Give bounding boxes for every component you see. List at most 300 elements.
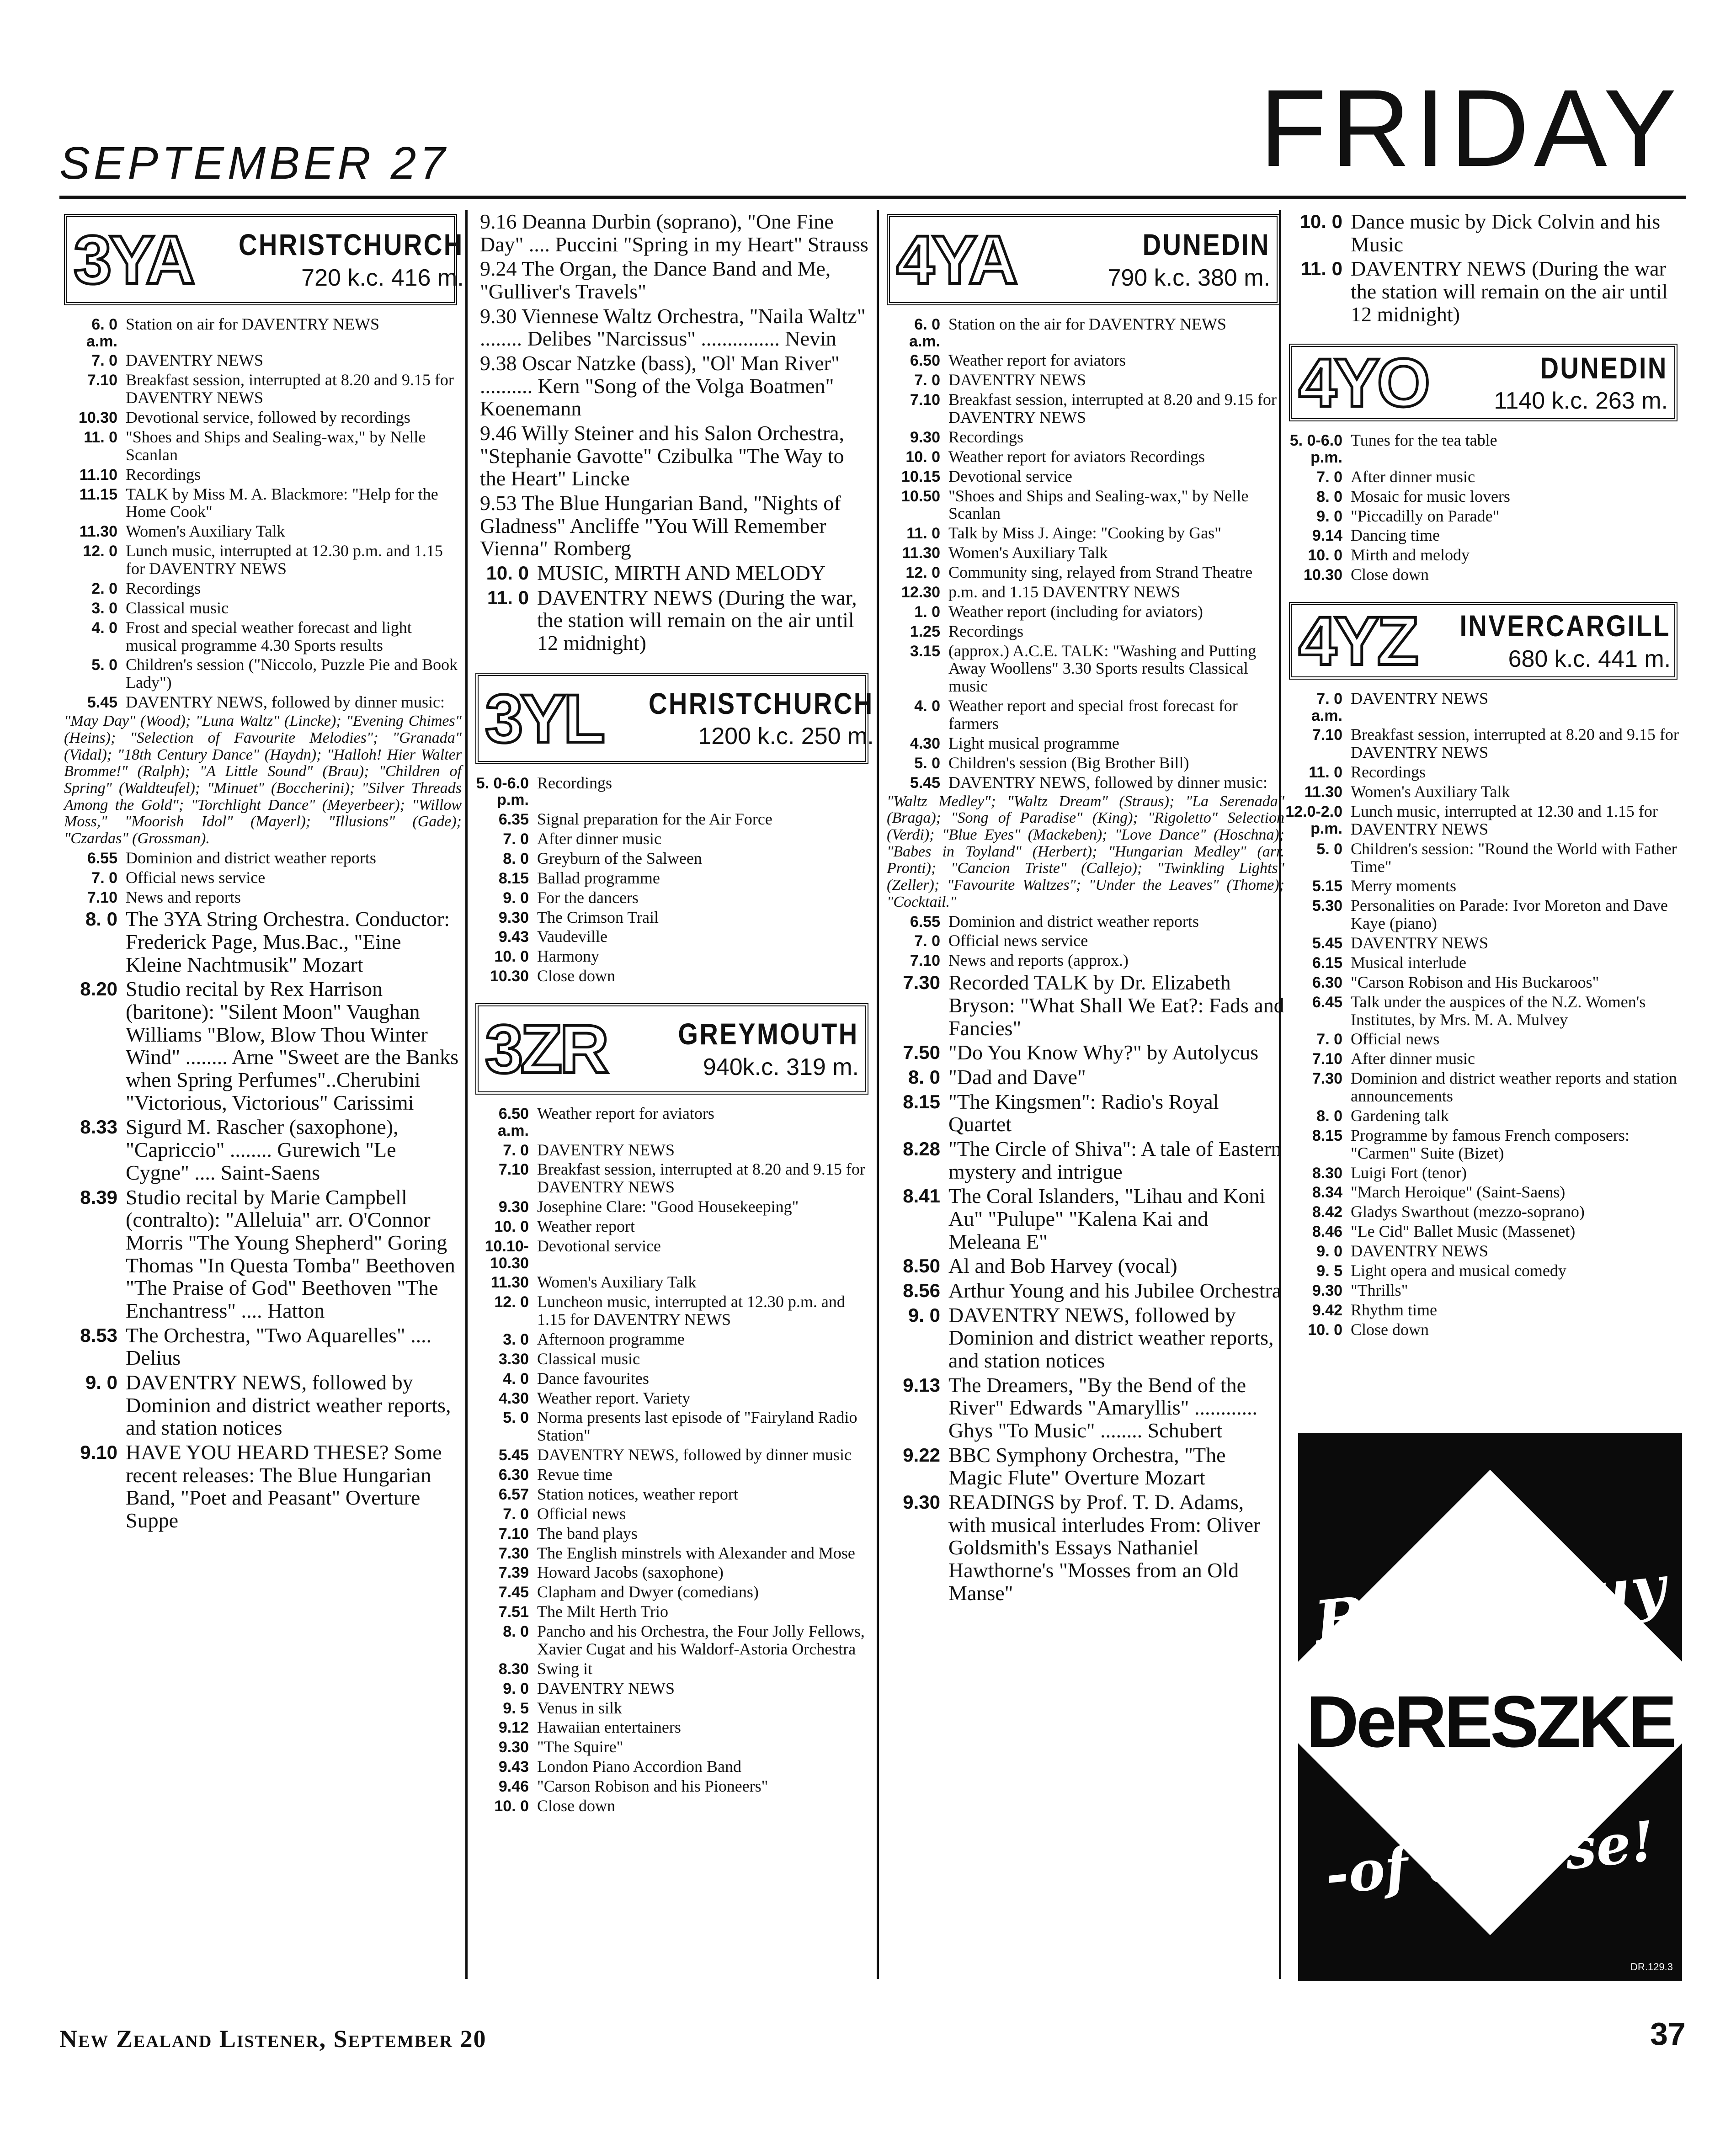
schedule-item [471, 1544, 873, 1562]
schedule-text: Breakfast session, interrupted at 8.20 and 9.15 for DAVENTRY NEWS [537, 1160, 865, 1197]
schedule-item [59, 485, 462, 521]
schedule-text: DAVENTRY NEWS, followed by Dominion and district weather reports, and station notices [948, 1303, 1274, 1372]
schedule-time: 10.30 [78, 409, 117, 427]
schedule-text: "The Squire" [537, 1738, 623, 1756]
schedule-text: DAVENTRY NEWS (During the war, the station will remain on the air until 12 midnight) [537, 585, 857, 655]
schedule-text: Talk by Miss J. Ainge: "Cooking by Gas" [948, 524, 1221, 542]
schedule-time: 4. 0 [503, 1370, 529, 1388]
schedule-item [882, 754, 1284, 772]
schedule-item [882, 697, 1284, 733]
schedule-item [471, 1237, 873, 1271]
schedule-time: 6.50 [910, 352, 940, 370]
schedule-time: 11. 0 [1300, 258, 1342, 280]
schedule-text: DAVENTRY NEWS, followed by dinner music [537, 1446, 852, 1464]
schedule-text: Weather report [537, 1217, 635, 1236]
schedule-item [1284, 840, 1682, 876]
schedule-time: 8.15 [498, 869, 529, 887]
schedule-text: Norma presents last episode of "Fairyland Radio Station" [537, 1408, 857, 1445]
schedule-item [1284, 507, 1682, 525]
schedule-text: "Shoes and Ships and Sealing-wax," by Nelle Scanlan [948, 486, 1249, 523]
station-city: CHRISTCHURCH [649, 686, 874, 721]
schedule-time: 8.15 [903, 1090, 940, 1112]
schedule-item [1284, 1203, 1682, 1221]
schedule-time: 6.45 [1312, 993, 1342, 1011]
schedule-time: 7. 0 [91, 869, 117, 887]
schedule-item [471, 850, 873, 867]
schedule-text: Recorded TALK by Dr. Elizabeth Bryson: "What Shall We Eat?: Fads and Fancies" [948, 971, 1284, 1040]
schedule-time: 9.30 [498, 1198, 529, 1216]
schedule-text: Rhythm time [1351, 1300, 1437, 1319]
schedule-4ya [882, 315, 1284, 792]
schedule-text: Dance music by Dick Colvin and his Music [1351, 210, 1661, 256]
schedule-text: Weather report for aviators [948, 351, 1126, 370]
schedule-text: Signal preparation for the Air Force [537, 810, 772, 829]
schedule-item [471, 1141, 873, 1159]
schedule-time: 11. 0 [906, 525, 940, 542]
schedule-time: 9. 0 [1316, 1243, 1342, 1260]
schedule-time: 8. 0 [503, 1623, 529, 1641]
schedule-item [1284, 1164, 1682, 1182]
schedule-text: Devotional service, followed by recordings [126, 408, 410, 427]
schedule-item [59, 522, 462, 540]
schedule-item [471, 1738, 873, 1756]
schedule-time: 9. 5 [503, 1699, 529, 1717]
schedule-item [471, 422, 873, 490]
schedule-time: 7. 0 a.m. [1311, 690, 1342, 724]
schedule-item [471, 1293, 873, 1329]
schedule-text: Tunes for the tea table [1351, 431, 1497, 450]
schedule-time: 7. 0 [1316, 468, 1342, 486]
schedule-item [471, 1485, 873, 1503]
schedule-text: The Milt Herth Trio [537, 1602, 669, 1621]
schedule-time: 9.30 [910, 428, 940, 446]
schedule-time: 7.10 [1312, 1050, 1342, 1068]
schedule-text: The band plays [537, 1524, 638, 1542]
schedule-text: Swing it [537, 1659, 593, 1678]
schedule-item [471, 352, 873, 420]
schedule-time: 5. 0 [503, 1409, 529, 1427]
schedule-item [1284, 566, 1682, 584]
schedule-item [471, 1218, 873, 1235]
column-4 [1284, 210, 1682, 1340]
schedule-time: 3. 0 [503, 1330, 529, 1348]
schedule-item [882, 524, 1284, 542]
schedule-text: Talk under the auspices of the N.Z. Women's Institutes, by Mrs. M. A. Mulvey [1351, 992, 1646, 1029]
schedule-time [471, 257, 480, 303]
schedule-text: 9.24 The Organ, the Dance Band and Me, "Gulliver's Travels" [480, 257, 831, 303]
schedule-3yl [471, 774, 873, 985]
schedule-item [1284, 954, 1682, 972]
schedule-time: 8.53 [80, 1324, 117, 1346]
schedule-3ya-evening [59, 908, 462, 1532]
schedule-item [882, 1491, 1284, 1604]
schedule-time: 1.25 [910, 622, 940, 640]
schedule-time: 7.10 [87, 372, 117, 389]
schedule-item [882, 1374, 1284, 1442]
schedule-item [1284, 1030, 1682, 1048]
schedule-item [471, 1680, 873, 1697]
schedule-item [1284, 1050, 1682, 1068]
schedule-time: 9.13 [903, 1374, 940, 1396]
schedule-item [59, 693, 462, 711]
schedule-time: 9.22 [903, 1444, 940, 1466]
schedule-item [1284, 431, 1682, 466]
column-3 [882, 210, 1284, 1606]
schedule-item [882, 1444, 1284, 1489]
schedule-text: Weather report and special frost forecast for farmers [948, 697, 1238, 733]
schedule-time: 12. 0 [494, 1293, 529, 1311]
schedule-item [471, 889, 873, 907]
schedule-4yo [1284, 431, 1682, 584]
schedule-text: Recordings [1351, 763, 1426, 782]
station-city: GREYMOUTH [678, 1017, 859, 1051]
station-badge-4ya [887, 214, 1280, 305]
schedule-time: 3. 0 [91, 599, 117, 617]
schedule-item [882, 642, 1284, 696]
schedule-item [59, 908, 462, 976]
schedule-item [882, 622, 1284, 640]
schedule-item [882, 391, 1284, 426]
schedule-text: After dinner music [1351, 467, 1475, 486]
schedule-text: Lunch music, interrupted at 12.30 p.m. and 1.15 for DAVENTRY NEWS [126, 542, 443, 578]
schedule-text: "Thrills" [1351, 1281, 1408, 1299]
schedule-time: 3.15 [910, 642, 940, 660]
schedule-item [882, 315, 1284, 350]
schedule-item [1284, 1183, 1682, 1201]
schedule-4ya-continued [1284, 210, 1682, 325]
schedule-item [1284, 527, 1682, 544]
schedule-text: DAVENTRY NEWS [948, 371, 1086, 389]
schedule-item [882, 932, 1284, 950]
schedule-item [59, 619, 462, 654]
station-city: DUNEDIN [1540, 351, 1668, 385]
column-2 [471, 210, 873, 1817]
schedule-item [471, 869, 873, 887]
schedule-text: Frost and special weather forecast and light musical programme 4.30 Sports results [126, 618, 412, 654]
schedule-item [1284, 993, 1682, 1029]
schedule-4ya-news [882, 913, 1284, 970]
schedule-item [1284, 897, 1682, 932]
schedule-text: The Coral Islanders, "Lihau and Koni Au" "Pulupe" "Kalena Kai and Meleana E" [948, 1184, 1266, 1253]
schedule-text: Women's Auxiliary Talk [126, 522, 285, 541]
schedule-time: 5. 0-6.0 p.m. [1289, 432, 1342, 467]
schedule-item [1284, 1242, 1682, 1260]
schedule-text: 9.38 Oscar Natzke (bass), "Ol' Man River" .......... Kern "Song of the Volga Boatmen" Koenemann [480, 351, 840, 420]
schedule-time: 9.30 [498, 909, 529, 926]
schedule-time: 4.30 [910, 734, 940, 752]
schedule-text: p.m. and 1.15 DAVENTRY NEWS [948, 582, 1180, 601]
schedule-text: DAVENTRY NEWS, followed by Dominion and district weather reports, and station notices [126, 1370, 451, 1440]
header-date: SEPTEMBER 27 [59, 138, 449, 189]
schedule-text: Al and Bob Harvey (vocal) [948, 1254, 1177, 1278]
schedule-item [59, 1116, 462, 1184]
schedule-time: 6. 0 a.m. [909, 316, 940, 350]
schedule-item [882, 1138, 1284, 1183]
schedule-item [1284, 546, 1682, 564]
schedule-text: HAVE YOU HEARD THESE? Some recent releases: The Blue Hungarian Band, "Poet and Peasant" Overture Suppe [126, 1440, 442, 1532]
schedule-item [59, 542, 462, 578]
schedule-time: 8.30 [1312, 1164, 1342, 1182]
schedule-text: Weather report for aviators [537, 1104, 714, 1123]
schedule-time: 9.30 [498, 1739, 529, 1756]
schedule-time: 5.15 [1312, 878, 1342, 895]
schedule-time: 8. 0 [85, 908, 117, 930]
schedule-text: 9.30 Viennese Waltz Orchestra, "Naila Waltz" ........ Delibes "Narcissus" ............... Nevin [480, 304, 866, 351]
schedule-text: After dinner music [1351, 1049, 1475, 1068]
schedule-time: 8.56 [903, 1279, 940, 1301]
schedule-text: Dominion and district weather reports [948, 912, 1199, 931]
station-city: CHRISTCHURCH [238, 228, 464, 262]
schedule-item [59, 409, 462, 426]
schedule-time: 5.30 [1312, 897, 1342, 915]
schedule-text: Official news service [126, 868, 266, 887]
schedule-time: 6.30 [498, 1466, 529, 1484]
schedule-text: Personalities on Parade: Ivor Moreton and Dave Kaye (piano) [1351, 896, 1668, 933]
schedule-text: Women's Auxiliary Talk [948, 543, 1108, 562]
schedule-text: DAVENTRY NEWS [1351, 934, 1489, 952]
schedule-item [471, 1198, 873, 1216]
schedule-text: The Dreamers, "By the Bend of the River" Edwards "Amaryllis" ............ Ghys "To Music" ........ Schubert [948, 1373, 1257, 1442]
schedule-text: Harmony [537, 947, 599, 966]
station-city: INVERCARGILL [1459, 609, 1671, 643]
schedule-time: 9. 0 [85, 1371, 117, 1393]
schedule-text: Official news [537, 1504, 626, 1523]
schedule-time: 8.28 [903, 1138, 940, 1159]
schedule-text: DAVENTRY NEWS [1351, 1242, 1489, 1260]
schedule-item [1284, 803, 1682, 838]
station-badge-3zr [475, 1003, 868, 1095]
station-call: 3ZR [485, 1011, 607, 1088]
schedule-item [471, 586, 873, 654]
schedule-item [471, 774, 873, 808]
schedule-time: 9. 0 [503, 1680, 529, 1697]
schedule-item [882, 774, 1284, 792]
schedule-item [882, 583, 1284, 601]
schedule-text: "The Kingsmen": Radio's Royal Quartet [948, 1090, 1219, 1136]
schedule-text: DAVENTRY NEWS (During the war the station will remain on the air until 12 midnight) [1351, 257, 1668, 326]
schedule-time: 9.43 [498, 1758, 529, 1776]
schedule-text: News and reports (approx.) [948, 951, 1129, 970]
schedule-time: 7.10 [498, 1161, 529, 1179]
schedule-time: 7.30 [498, 1544, 529, 1562]
schedule-text: Dominion and district weather reports and station announcements [1351, 1069, 1677, 1106]
schedule-item [1284, 210, 1682, 255]
schedule-text: The Crimson Trail [537, 908, 659, 926]
schedule-time: 10. 0 [1299, 211, 1342, 232]
schedule-time: 11. 0 [487, 586, 529, 608]
schedule-item [59, 1371, 462, 1439]
schedule-time: 6.55 [87, 849, 117, 867]
schedule-text: Weather report (including for aviators) [948, 602, 1203, 621]
schedule-text: "The Circle of Shiva": A tale of Eastern mystery and intrigue [948, 1137, 1282, 1183]
schedule-time: 5.45 [910, 774, 940, 792]
schedule-text: Sigurd M. Rascher (saxophone), "Capriccio" ........ Gurewich "Le Cygne" .... Saint-Saens [126, 1115, 399, 1184]
schedule-time: 5. 0-6.0 p.m. [476, 774, 529, 809]
schedule-text: Women's Auxiliary Talk [1351, 782, 1510, 801]
schedule-item [882, 1304, 1284, 1372]
schedule-time: 7.10 [910, 952, 940, 970]
schedule-text: Studio recital by Rex Harrison (baritone): "Silent Moon" Vaughan Williams "Blow, Blow Thou Winter Wind" ........ Arne "Sweet are the Banks when Spring Perfumes"..Cherubini "Victorious, Victorious" Carissimi [126, 977, 459, 1114]
schedule-time: 7.10 [1312, 726, 1342, 744]
schedule-item [59, 978, 462, 1114]
schedule-text: Programme by famous French composers: "Carmen" Suite (Bizet) [1351, 1126, 1629, 1162]
schedule-time: 7. 0 [503, 1505, 529, 1523]
schedule-text: Luigi Fort (tenor) [1351, 1163, 1467, 1182]
schedule-time: 10.10-10.30 [485, 1237, 529, 1272]
schedule-item [1284, 726, 1682, 761]
schedule-time: 8.50 [903, 1255, 940, 1277]
schedule-item [882, 952, 1284, 969]
schedule-time: 9.42 [1312, 1301, 1342, 1319]
schedule-text: "March Heroique" (Saint-Saens) [1351, 1183, 1566, 1202]
schedule-text: Recordings [948, 427, 1023, 446]
schedule-text: "Piccadilly on Parade" [1351, 506, 1500, 525]
dinner-music-3ya: "May Day" (Wood); "Luna Waltz" (Lincke); "Evening Chimes" (Heins); "Selection of Favourite Melodies"; "Granada" (Vidal); "18th Century Dance" (Haydn); "Halloh! Hier Walter Bromme!" (Ralph); "A Little Sound" (Brau); "Children of Spring" (Waldteufel); "Minuet" (Boccherini); "Silver Threads Among the Gold"; "Torchlight Dance" (Meyerbeer); "Willow Moss," "Moorish Idol" (Mayerl); "Illusions" (Gade); "Czardas" (Grossman). [64, 713, 462, 847]
station-call: 4YA [896, 221, 1016, 298]
schedule-text: Venus in silk [537, 1698, 623, 1717]
schedule-text: (approx.) A.C.E. TALK: "Washing and Putting Away Woollens" 3.30 Sports results Classical music [948, 641, 1257, 696]
schedule-time: 10. 0 [1308, 1321, 1342, 1339]
schedule-item [471, 1466, 873, 1484]
ad-brand: DeRESZKE [1306, 1681, 1674, 1762]
schedule-time: 7.45 [498, 1584, 529, 1601]
schedule-time: 8. 0 [908, 1066, 940, 1088]
schedule-item [59, 351, 462, 369]
schedule-time: 10.30 [490, 968, 529, 985]
schedule-4ya-evening [882, 971, 1284, 1604]
schedule-time: 12. 0 [83, 542, 117, 560]
schedule-text: DAVENTRY NEWS, followed by dinner music: [126, 693, 445, 712]
schedule-time: 9.14 [1312, 527, 1342, 545]
dereszke-advertisement [1298, 1433, 1682, 1981]
schedule-time: 5.45 [87, 694, 117, 712]
schedule-3ya [59, 315, 462, 711]
schedule-item [882, 448, 1284, 466]
schedule-time: 6.35 [498, 811, 529, 829]
schedule-item [882, 1041, 1284, 1064]
schedule-time: 9. 0 [1316, 507, 1342, 525]
schedule-text: BBC Symphony Orchestra, "The Magic Flute" Overture Mozart [948, 1443, 1226, 1489]
schedule-item [471, 1350, 873, 1368]
schedule-time: 7.10 [498, 1525, 529, 1542]
schedule-item [471, 1273, 873, 1291]
schedule-text: Revue time [537, 1465, 612, 1484]
schedule-item [471, 1797, 873, 1815]
schedule-text: "Carson Robison and his Pioneers" [537, 1777, 768, 1796]
schedule-4yz [1284, 690, 1682, 1338]
schedule-time: 8.15 [1312, 1127, 1342, 1144]
schedule-text: Station notices, weather report [537, 1484, 738, 1503]
schedule-text: Devotional service [948, 467, 1072, 485]
schedule-item [1284, 690, 1682, 724]
schedule-item [471, 1505, 873, 1523]
schedule-item [1284, 1282, 1682, 1299]
schedule-text: Close down [537, 967, 615, 985]
schedule-time: 11.30 [902, 544, 940, 562]
schedule-time: 12.0-2.0 p.m. [1285, 803, 1342, 837]
schedule-time: 11.30 [79, 523, 117, 541]
schedule-time: 4.30 [498, 1389, 529, 1407]
station-freq: 790 k.c. 380 m. [1108, 264, 1270, 291]
schedule-time: 11. 0 [84, 428, 117, 446]
station-call: 3YA [74, 221, 193, 298]
schedule-time: 6. 0 a.m. [86, 316, 117, 350]
schedule-text: "Le Cid" Ballet Music (Massenet) [1351, 1222, 1576, 1241]
schedule-item [471, 810, 873, 828]
schedule-item [471, 1525, 873, 1542]
schedule-item [471, 1583, 873, 1601]
schedule-item [882, 1279, 1284, 1302]
schedule-item [882, 468, 1284, 485]
schedule-item [471, 830, 873, 848]
schedule-item [1284, 973, 1682, 991]
schedule-text: Close down [537, 1796, 615, 1815]
schedule-item [882, 564, 1284, 581]
schedule-time [471, 492, 480, 560]
schedule-text: Women's Auxiliary Talk [537, 1273, 697, 1292]
schedule-time: 8.46 [1312, 1223, 1342, 1241]
schedule-time: 8. 0 [1316, 1107, 1342, 1125]
footer-publication: New Zealand Listener, September 20 [59, 2025, 487, 2053]
schedule-text: DAVENTRY NEWS [537, 1140, 675, 1159]
ad-slogan-top: Better buy [1311, 1552, 1669, 1658]
schedule-item [59, 466, 462, 484]
schedule-text: Merry moments [1351, 877, 1456, 895]
schedule-text: Community sing, relayed from Strand Theatre [948, 563, 1253, 582]
schedule-item [471, 1758, 873, 1776]
schedule-item [1284, 1301, 1682, 1319]
schedule-text: London Piano Accordion Band [537, 1757, 741, 1776]
schedule-item [59, 371, 462, 407]
schedule-time: 9. 5 [1316, 1262, 1342, 1280]
schedule-item [59, 1186, 462, 1322]
station-badge-4yo [1289, 344, 1677, 421]
schedule-item [882, 351, 1284, 369]
schedule-time: 9. 0 [503, 889, 529, 907]
schedule-time: 10. 0 [1308, 547, 1342, 564]
schedule-text: Recordings [126, 579, 201, 597]
schedule-time: 10. 0 [494, 1797, 529, 1815]
schedule-time: 12.30 [901, 583, 940, 601]
schedule-item [1284, 1321, 1682, 1339]
schedule-time: 7.50 [903, 1042, 940, 1064]
schedule-item [882, 913, 1284, 931]
schedule-item [471, 1777, 873, 1795]
schedule-item [1284, 1127, 1682, 1162]
schedule-time: 10. 0 [905, 448, 940, 466]
station-freq: 680 k.c. 441 m. [1508, 645, 1671, 672]
schedule-text: Mosaic for music lovers [1351, 487, 1510, 505]
schedule-time: 4. 0 [91, 619, 117, 637]
schedule-time: 7. 0 [91, 352, 117, 370]
schedule-time: 7.39 [498, 1564, 529, 1582]
schedule-item [59, 1324, 462, 1369]
schedule-text: Breakfast session, interrupted at 8.20 and 9.15 for DAVENTRY NEWS [1351, 725, 1679, 762]
schedule-text: Light musical programme [948, 734, 1119, 752]
schedule-text: DAVENTRY NEWS [1351, 689, 1489, 708]
schedule-time: 11.15 [79, 485, 117, 503]
schedule-item [471, 1105, 873, 1139]
schedule-time: 7. 0 [914, 372, 940, 389]
schedule-time: 8.39 [80, 1186, 117, 1208]
schedule-item [1284, 1069, 1682, 1105]
schedule-time: 5. 0 [914, 754, 940, 772]
schedule-time: 11. 0 [1309, 764, 1342, 782]
schedule-text: Gardening talk [1351, 1106, 1449, 1125]
schedule-item [882, 734, 1284, 752]
schedule-text: Close down [1351, 565, 1429, 584]
schedule-text: Dominion and district weather reports [126, 848, 376, 867]
